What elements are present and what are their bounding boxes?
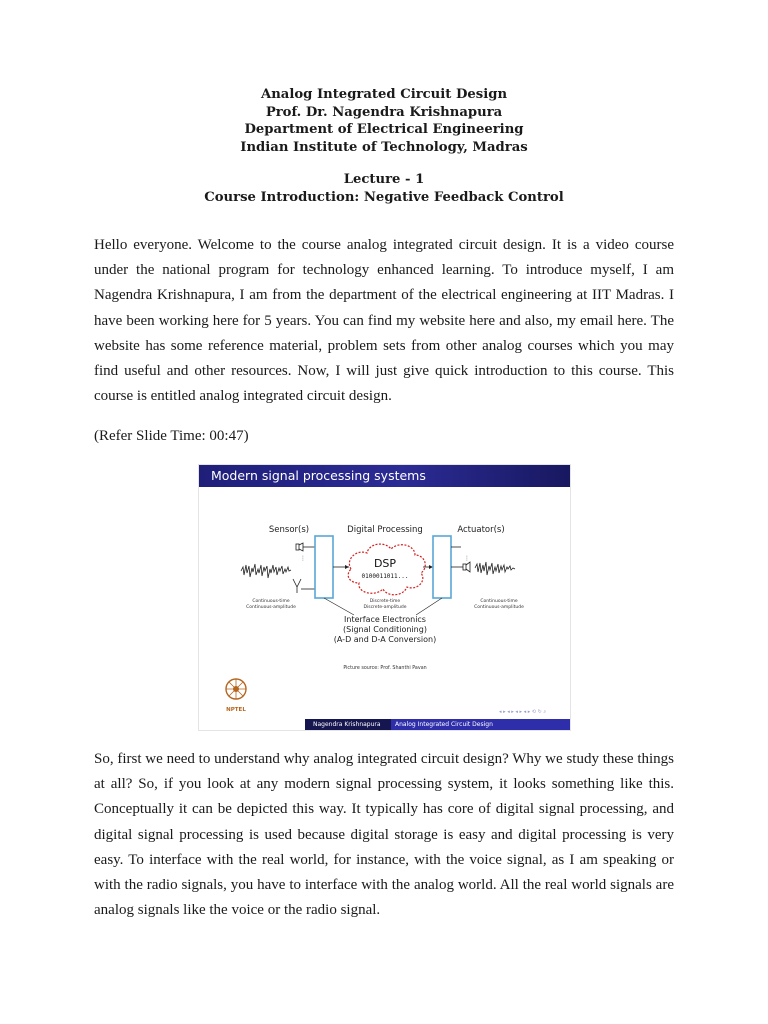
right-caption-1: Continuous-time <box>480 599 518 604</box>
interface-label-2: (Signal Conditioning) <box>343 625 427 634</box>
digital-processing-label: Digital Processing <box>347 525 423 535</box>
mid-caption-1: Discrete-time <box>369 599 401 604</box>
interface-label-1: Interface Electronics <box>344 615 426 624</box>
signal-processing-diagram <box>199 487 570 719</box>
course-title: Analog Integrated Circuit Design <box>260 87 508 102</box>
dsp-bits: 0100011011... <box>361 573 409 580</box>
slide-title-bar <box>199 465 570 487</box>
mid-caption-2: Discrete-amplitude <box>363 605 407 610</box>
lecture-number: Lecture - 1 <box>343 172 425 187</box>
dac-interface-block <box>433 536 451 598</box>
actuator-label: Actuator(s) <box>457 525 505 535</box>
nptel-logo-icon <box>226 679 246 699</box>
slide-title: Modern signal processing systems <box>211 468 426 483</box>
speaker-icon <box>463 564 466 570</box>
lecture-title: Course Introduction: Negative Feedback Control <box>204 189 564 205</box>
footer-author-text: Nagendra Krishnapura <box>313 721 381 728</box>
microphone-icon <box>296 544 299 550</box>
actuator-dots: ⋮ <box>464 555 470 562</box>
left-caption-2: Continuous-amplitude <box>246 605 296 610</box>
department-name: Department of Electrical Engineering <box>244 122 524 137</box>
input-waveform <box>241 564 291 578</box>
right-caption-2: Continuous-amplitude <box>474 605 524 610</box>
institute-name: Indian Institute of Technology, Madras <box>240 139 528 155</box>
adc-interface-block <box>315 536 333 598</box>
intro-paragraph: Hello everyone. Welcome to the course analog integrated circuit design. It is a video course under the national program for technology enhanced learning. To introduce myself, I am Nagendra Krishnapura, I am from the department of the electrical engineering at IIT Madras. I have been working here for 5 years. You can find my website here and also, my email here. The website has some reference material, problem sets from other analog courses which you may find useful and other resources. Now, I will just give quick introduction to this course. This course is entitled analog integrated circuit design. <box>94 237 674 405</box>
slide-footer-author <box>305 719 391 730</box>
sensor-label: Sensor(s) <box>268 525 310 535</box>
sensor-dots: ⋮ <box>300 555 306 562</box>
left-caption-1: Continuous-time <box>252 599 290 604</box>
slide-image <box>199 465 570 730</box>
interface-label-3: (A-D and D-A Conversion) <box>333 635 437 644</box>
slide-footer-course <box>391 719 570 730</box>
lecture-heading <box>0 171 768 206</box>
refer-slide-time: (Refer Slide Time: 00:47) <box>94 428 249 444</box>
second-paragraph: So, first we need to understand why analog integrated circuit design? Why we study these things at all? So, if you look at any modern signal processing system, it looks something like this. Conceptually it can be depicted this way. It typically has core of digital signal processing, and digital signal processing is used because digital storage is easy and digital processing is very easy. To interface with the real world, for instance, with the voice signal, as I am speaking or with the radio signals, you have to interface with the analog world. All the real world signals are analog signals like the voice or the radio signal. <box>94 751 674 919</box>
professor-name: Prof. Dr. Nagendra Krishnapura <box>265 104 503 120</box>
nptel-logo-text: NPTEL <box>226 707 246 713</box>
antenna-icon <box>293 579 301 593</box>
output-waveform <box>475 562 515 575</box>
dsp-label: DSP <box>373 557 397 570</box>
slide-nav-icons: ◂ ▸ ◂ ▸ ◂ ▸ ◂ ▸ ⟲ ↻ ⌕ <box>499 709 547 715</box>
footer-course-text: Analog Integrated Circuit Design <box>395 721 493 728</box>
picture-source: Picture source: Prof. Shanthi Pavan <box>343 666 427 671</box>
document-header <box>0 86 768 156</box>
